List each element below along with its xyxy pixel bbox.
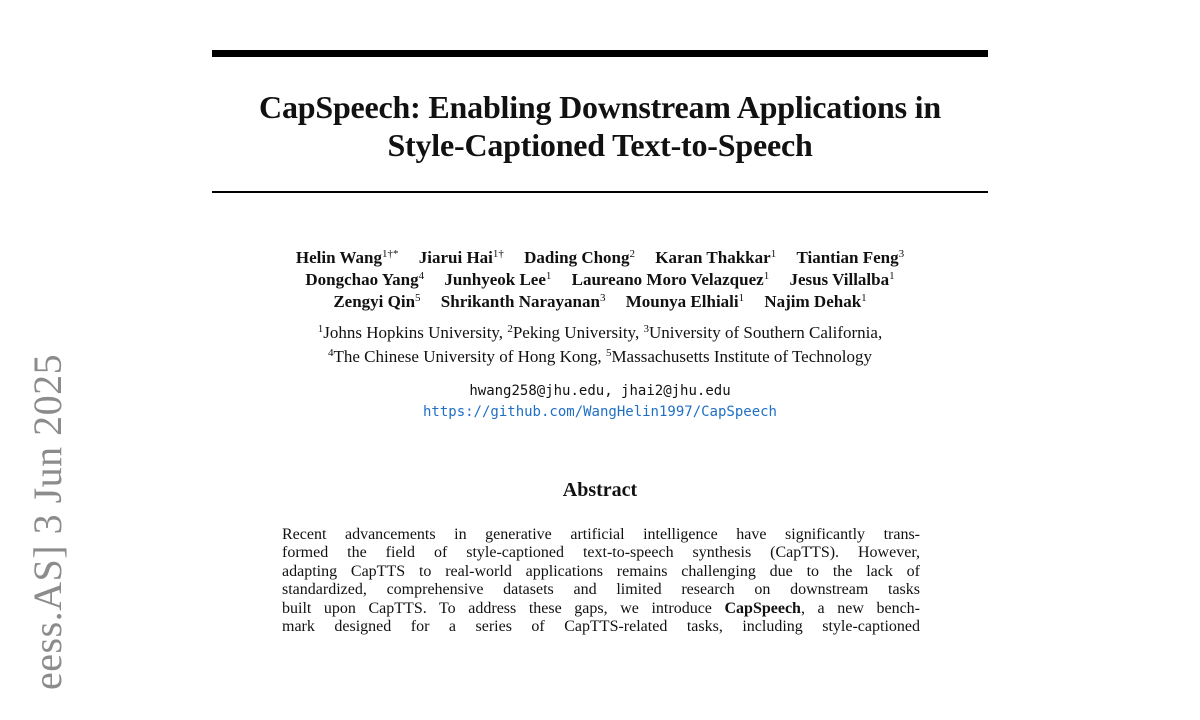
author: Junhyeok Lee$^1$ xyxy=(444,270,552,289)
contact-block xyxy=(200,381,1000,423)
capspeech-bold: CapSpeech xyxy=(724,599,801,617)
title-rule xyxy=(212,191,988,193)
arxiv-stamp-text: eess.AS] 3 Jun 2025 xyxy=(25,353,70,690)
abstract-line: mark designed for a series of CapTTS-related tasks, including style-captioned xyxy=(282,618,920,636)
author: Mounya Elhiali$^1$ xyxy=(625,292,745,311)
author: Laureano Moro Velazquez$^1$ xyxy=(571,270,770,289)
title-line-2: Style-Captioned Text-to-Speech xyxy=(387,127,813,163)
author-row xyxy=(200,291,1000,313)
author-list xyxy=(200,247,1000,313)
affiliation-line: $^4$The Chinese University of Hong Kong, $^5$Massachusetts Institute of Technology xyxy=(328,347,872,366)
author: Dongchao Yang$^4$ xyxy=(305,270,425,289)
abstract-line: adapting CapTTS to real-world applications remains challenging due to the lack of xyxy=(282,562,920,580)
author: Jiarui Hai$^{1\dagger}$ xyxy=(418,248,504,267)
contact-emails: hwang258@jhu.edu, jhai2@jhu.edu xyxy=(469,383,731,399)
arxiv-stamp xyxy=(26,320,84,720)
author: Zengyi Qin$^5$ xyxy=(333,292,421,311)
abstract-body xyxy=(282,526,920,636)
top-rule xyxy=(212,50,988,57)
author: Jesus Villalba$^1$ xyxy=(789,270,895,289)
affiliations xyxy=(200,321,1000,369)
paper-title xyxy=(212,88,988,164)
abstract-line: standardized, comprehensive datasets and limited research on downstream tasks xyxy=(282,581,920,599)
abstract-heading: Abstract xyxy=(562,479,638,501)
title-line-1: CapSpeech: Enabling Downstream Applications in xyxy=(259,89,941,125)
github-link[interactable]: https://github.com/WangHelin1997/CapSpeech xyxy=(422,404,777,420)
author: Karan Thakkar$^1$ xyxy=(655,248,777,267)
abstract-line: built upon CapTTS. To address these gaps, we introduce CapSpeech, a new bench- xyxy=(282,599,921,617)
author-row xyxy=(200,269,1000,291)
author-row xyxy=(200,247,1000,269)
abstract-line: formed the field of style-captioned text-to-speech synthesis (CapTTS). However, xyxy=(282,544,920,562)
author: Tiantian Feng$^3$ xyxy=(796,248,905,267)
author: Helin Wang$^{1\dagger*}$ xyxy=(295,248,399,267)
author: Shrikanth Narayanan$^3$ xyxy=(440,292,606,311)
author: Najim Dehak$^1$ xyxy=(764,292,867,311)
abstract-line: Recent advancements in generative artificial intelligence have significantly trans- xyxy=(282,526,920,543)
affiliation-line: $^1$Johns Hopkins University, $^2$Peking University, $^3$University of Southern California, xyxy=(317,323,883,342)
author: Dading Chong$^2$ xyxy=(524,248,636,267)
